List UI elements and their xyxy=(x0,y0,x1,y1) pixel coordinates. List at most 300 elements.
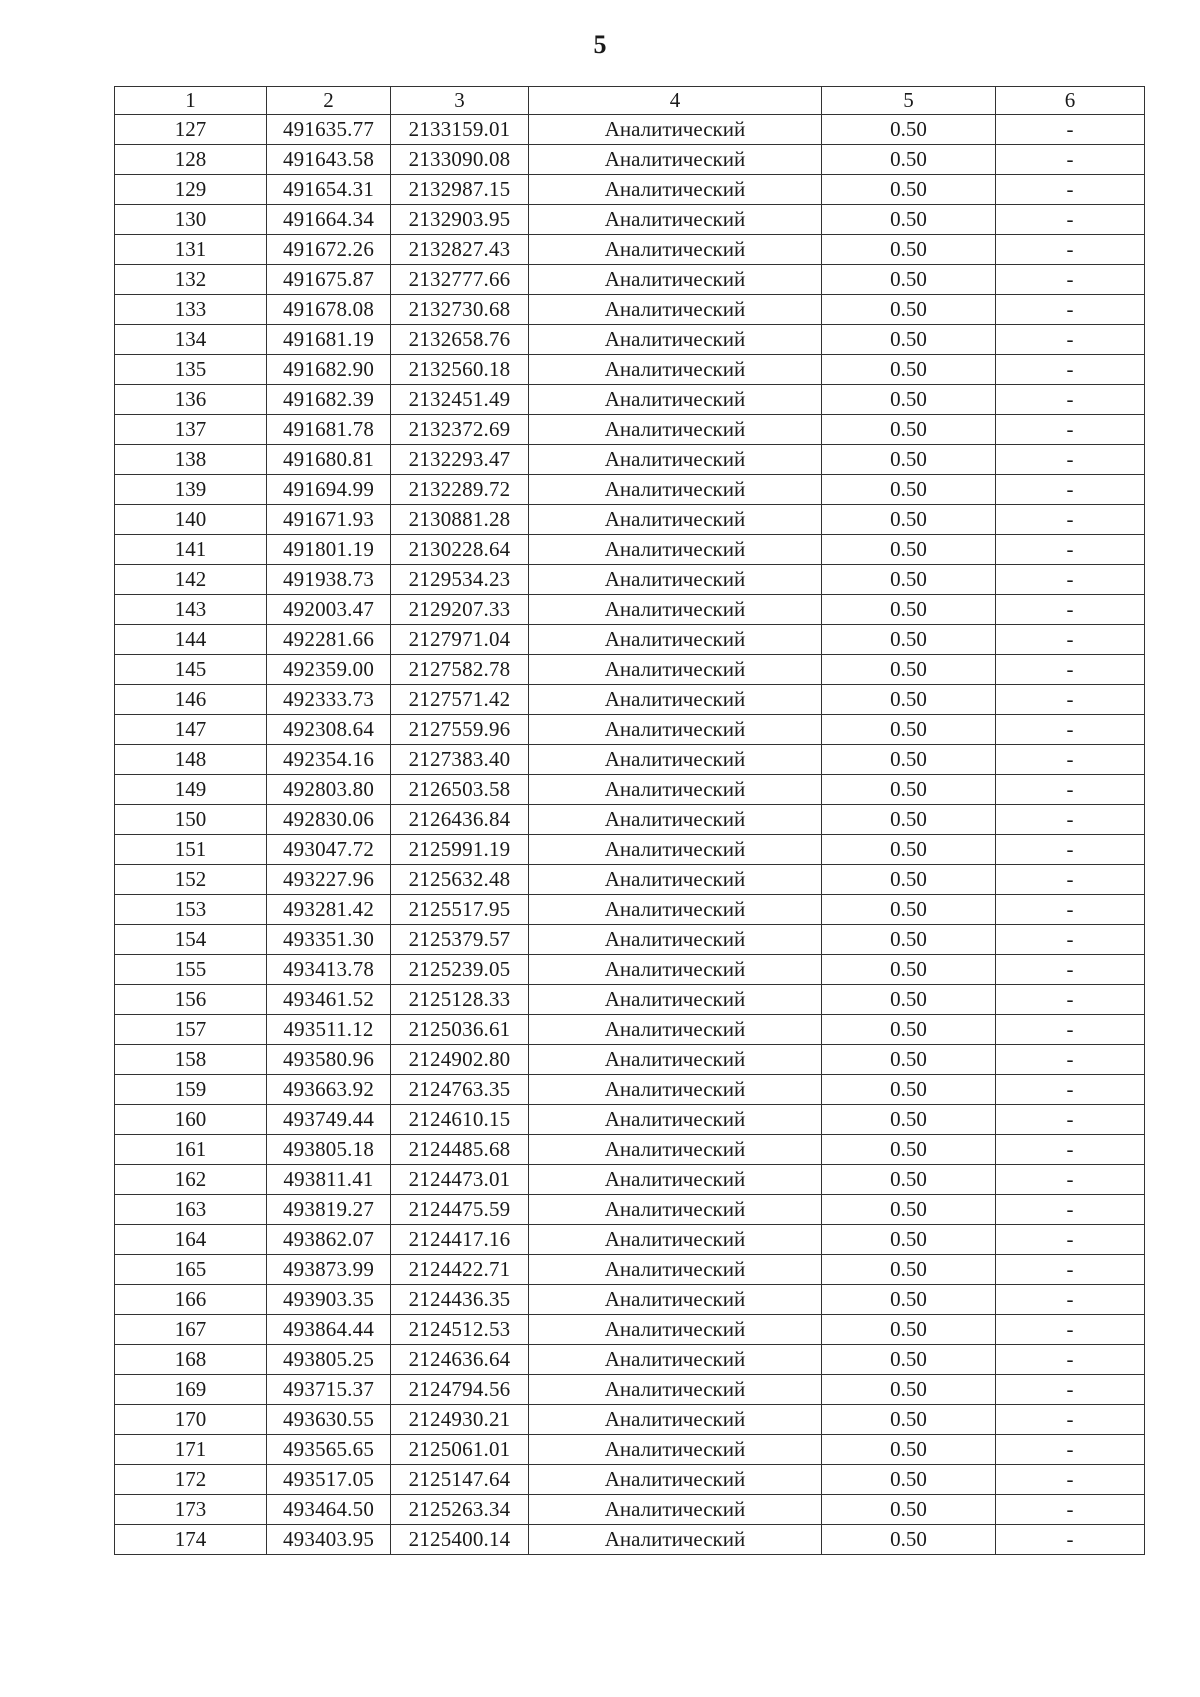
header-col-3: 3 xyxy=(391,87,529,115)
table-body xyxy=(115,115,1145,1555)
cell-point-number: 131 xyxy=(115,235,267,265)
cell-note: - xyxy=(996,415,1145,445)
table-row xyxy=(115,1495,1145,1525)
cell-y-coordinate: 2125400.14 xyxy=(391,1525,529,1555)
cell-y-coordinate: 2124610.15 xyxy=(391,1105,529,1135)
table-row xyxy=(115,655,1145,685)
cell-point-number: 133 xyxy=(115,295,267,325)
cell-accuracy: 0.50 xyxy=(822,235,996,265)
cell-point-number: 171 xyxy=(115,1435,267,1465)
table-row xyxy=(115,355,1145,385)
cell-note: - xyxy=(996,1105,1145,1135)
cell-x-coordinate: 493805.25 xyxy=(267,1345,391,1375)
table-row xyxy=(115,1465,1145,1495)
cell-accuracy: 0.50 xyxy=(822,145,996,175)
cell-point-number: 159 xyxy=(115,1075,267,1105)
cell-point-number: 147 xyxy=(115,715,267,745)
cell-method: Аналитический xyxy=(529,925,822,955)
cell-method: Аналитический xyxy=(529,235,822,265)
cell-y-coordinate: 2132372.69 xyxy=(391,415,529,445)
cell-y-coordinate: 2125239.05 xyxy=(391,955,529,985)
cell-accuracy: 0.50 xyxy=(822,1255,996,1285)
cell-accuracy: 0.50 xyxy=(822,535,996,565)
table-row xyxy=(115,745,1145,775)
cell-point-number: 127 xyxy=(115,115,267,145)
cell-y-coordinate: 2124930.21 xyxy=(391,1405,529,1435)
cell-method: Аналитический xyxy=(529,355,822,385)
cell-point-number: 154 xyxy=(115,925,267,955)
cell-method: Аналитический xyxy=(529,595,822,625)
cell-x-coordinate: 493862.07 xyxy=(267,1225,391,1255)
cell-y-coordinate: 2124436.35 xyxy=(391,1285,529,1315)
cell-y-coordinate: 2133159.01 xyxy=(391,115,529,145)
cell-accuracy: 0.50 xyxy=(822,1135,996,1165)
cell-note: - xyxy=(996,1315,1145,1345)
cell-accuracy: 0.50 xyxy=(822,295,996,325)
cell-x-coordinate: 493047.72 xyxy=(267,835,391,865)
table-row xyxy=(115,265,1145,295)
cell-point-number: 157 xyxy=(115,1015,267,1045)
cell-method: Аналитический xyxy=(529,475,822,505)
cell-point-number: 141 xyxy=(115,535,267,565)
cell-y-coordinate: 2130228.64 xyxy=(391,535,529,565)
cell-note: - xyxy=(996,1405,1145,1435)
cell-y-coordinate: 2125036.61 xyxy=(391,1015,529,1045)
cell-y-coordinate: 2132293.47 xyxy=(391,445,529,475)
cell-method: Аналитический xyxy=(529,535,822,565)
cell-accuracy: 0.50 xyxy=(822,955,996,985)
cell-accuracy: 0.50 xyxy=(822,865,996,895)
cell-point-number: 170 xyxy=(115,1405,267,1435)
cell-method: Аналитический xyxy=(529,1285,822,1315)
table-row xyxy=(115,1165,1145,1195)
table-header xyxy=(115,87,1145,115)
table-row xyxy=(115,985,1145,1015)
cell-method: Аналитический xyxy=(529,265,822,295)
cell-note: - xyxy=(996,1495,1145,1525)
cell-accuracy: 0.50 xyxy=(822,1165,996,1195)
cell-note: - xyxy=(996,445,1145,475)
cell-method: Аналитический xyxy=(529,1255,822,1285)
cell-point-number: 163 xyxy=(115,1195,267,1225)
cell-accuracy: 0.50 xyxy=(822,1495,996,1525)
cell-x-coordinate: 491694.99 xyxy=(267,475,391,505)
cell-point-number: 138 xyxy=(115,445,267,475)
table-row xyxy=(115,205,1145,235)
cell-note: - xyxy=(996,535,1145,565)
cell-note: - xyxy=(996,235,1145,265)
cell-method: Аналитический xyxy=(529,1105,822,1135)
table-row xyxy=(115,1045,1145,1075)
table-row xyxy=(115,115,1145,145)
cell-method: Аналитический xyxy=(529,1345,822,1375)
cell-point-number: 172 xyxy=(115,1465,267,1495)
cell-x-coordinate: 491635.77 xyxy=(267,115,391,145)
coordinates-table xyxy=(114,86,1145,1555)
cell-point-number: 161 xyxy=(115,1135,267,1165)
cell-accuracy: 0.50 xyxy=(822,505,996,535)
cell-accuracy: 0.50 xyxy=(822,685,996,715)
cell-accuracy: 0.50 xyxy=(822,1375,996,1405)
cell-y-coordinate: 2124763.35 xyxy=(391,1075,529,1105)
cell-x-coordinate: 491681.78 xyxy=(267,415,391,445)
cell-method: Аналитический xyxy=(529,445,822,475)
cell-y-coordinate: 2132987.15 xyxy=(391,175,529,205)
cell-accuracy: 0.50 xyxy=(822,895,996,925)
cell-accuracy: 0.50 xyxy=(822,1405,996,1435)
cell-accuracy: 0.50 xyxy=(822,445,996,475)
cell-y-coordinate: 2125379.57 xyxy=(391,925,529,955)
cell-point-number: 139 xyxy=(115,475,267,505)
cell-y-coordinate: 2132451.49 xyxy=(391,385,529,415)
cell-note: - xyxy=(996,475,1145,505)
cell-method: Аналитический xyxy=(529,1465,822,1495)
cell-x-coordinate: 491680.81 xyxy=(267,445,391,475)
cell-y-coordinate: 2125263.34 xyxy=(391,1495,529,1525)
cell-x-coordinate: 491678.08 xyxy=(267,295,391,325)
cell-note: - xyxy=(996,1435,1145,1465)
cell-method: Аналитический xyxy=(529,1405,822,1435)
table-row xyxy=(115,625,1145,655)
cell-accuracy: 0.50 xyxy=(822,355,996,385)
cell-y-coordinate: 2124475.59 xyxy=(391,1195,529,1225)
table-row xyxy=(115,1255,1145,1285)
cell-method: Аналитический xyxy=(529,835,822,865)
cell-method: Аналитический xyxy=(529,985,822,1015)
cell-note: - xyxy=(996,1375,1145,1405)
table-row xyxy=(115,1435,1145,1465)
cell-accuracy: 0.50 xyxy=(822,1315,996,1345)
cell-x-coordinate: 493565.65 xyxy=(267,1435,391,1465)
cell-note: - xyxy=(996,265,1145,295)
cell-method: Аналитический xyxy=(529,115,822,145)
cell-y-coordinate: 2132730.68 xyxy=(391,295,529,325)
cell-note: - xyxy=(996,1015,1145,1045)
cell-point-number: 153 xyxy=(115,895,267,925)
cell-y-coordinate: 2129534.23 xyxy=(391,565,529,595)
cell-point-number: 128 xyxy=(115,145,267,175)
cell-accuracy: 0.50 xyxy=(822,385,996,415)
table-row xyxy=(115,715,1145,745)
table-row xyxy=(115,1105,1145,1135)
cell-method: Аналитический xyxy=(529,1495,822,1525)
cell-accuracy: 0.50 xyxy=(822,1465,996,1495)
cell-x-coordinate: 491682.90 xyxy=(267,355,391,385)
cell-point-number: 145 xyxy=(115,655,267,685)
cell-accuracy: 0.50 xyxy=(822,655,996,685)
cell-x-coordinate: 492333.73 xyxy=(267,685,391,715)
cell-x-coordinate: 493819.27 xyxy=(267,1195,391,1225)
cell-point-number: 132 xyxy=(115,265,267,295)
cell-method: Аналитический xyxy=(529,415,822,445)
cell-accuracy: 0.50 xyxy=(822,985,996,1015)
cell-accuracy: 0.50 xyxy=(822,1345,996,1375)
cell-method: Аналитический xyxy=(529,1525,822,1555)
cell-x-coordinate: 492354.16 xyxy=(267,745,391,775)
cell-x-coordinate: 493715.37 xyxy=(267,1375,391,1405)
cell-y-coordinate: 2124485.68 xyxy=(391,1135,529,1165)
cell-x-coordinate: 493517.05 xyxy=(267,1465,391,1495)
cell-y-coordinate: 2130881.28 xyxy=(391,505,529,535)
cell-point-number: 152 xyxy=(115,865,267,895)
cell-accuracy: 0.50 xyxy=(822,745,996,775)
cell-note: - xyxy=(996,205,1145,235)
cell-y-coordinate: 2132777.66 xyxy=(391,265,529,295)
cell-method: Аналитический xyxy=(529,1015,822,1045)
cell-method: Аналитический xyxy=(529,1075,822,1105)
table-row xyxy=(115,475,1145,505)
header-col-4: 4 xyxy=(529,87,822,115)
cell-x-coordinate: 493227.96 xyxy=(267,865,391,895)
cell-note: - xyxy=(996,565,1145,595)
cell-accuracy: 0.50 xyxy=(822,1105,996,1135)
cell-x-coordinate: 493403.95 xyxy=(267,1525,391,1555)
cell-x-coordinate: 491643.58 xyxy=(267,145,391,175)
cell-note: - xyxy=(996,1345,1145,1375)
cell-point-number: 144 xyxy=(115,625,267,655)
cell-y-coordinate: 2127559.96 xyxy=(391,715,529,745)
cell-point-number: 130 xyxy=(115,205,267,235)
cell-note: - xyxy=(996,925,1145,955)
cell-accuracy: 0.50 xyxy=(822,625,996,655)
cell-note: - xyxy=(996,745,1145,775)
cell-y-coordinate: 2125632.48 xyxy=(391,865,529,895)
cell-note: - xyxy=(996,895,1145,925)
cell-method: Аналитический xyxy=(529,715,822,745)
table-row xyxy=(115,1195,1145,1225)
cell-y-coordinate: 2132289.72 xyxy=(391,475,529,505)
cell-note: - xyxy=(996,595,1145,625)
table-row xyxy=(115,295,1145,325)
cell-note: - xyxy=(996,115,1145,145)
cell-y-coordinate: 2132903.95 xyxy=(391,205,529,235)
table-row xyxy=(115,805,1145,835)
cell-note: - xyxy=(996,985,1145,1015)
cell-x-coordinate: 493511.12 xyxy=(267,1015,391,1045)
table-row xyxy=(115,505,1145,535)
cell-note: - xyxy=(996,805,1145,835)
cell-note: - xyxy=(996,1525,1145,1555)
cell-y-coordinate: 2127582.78 xyxy=(391,655,529,685)
cell-accuracy: 0.50 xyxy=(822,565,996,595)
cell-y-coordinate: 2125147.64 xyxy=(391,1465,529,1495)
cell-method: Аналитический xyxy=(529,895,822,925)
cell-point-number: 168 xyxy=(115,1345,267,1375)
cell-note: - xyxy=(996,685,1145,715)
table-row xyxy=(115,535,1145,565)
cell-method: Аналитический xyxy=(529,1195,822,1225)
cell-x-coordinate: 491682.39 xyxy=(267,385,391,415)
table-row xyxy=(115,595,1145,625)
cell-note: - xyxy=(996,1135,1145,1165)
cell-note: - xyxy=(996,1045,1145,1075)
cell-method: Аналитический xyxy=(529,325,822,355)
table-row xyxy=(115,1285,1145,1315)
cell-y-coordinate: 2125991.19 xyxy=(391,835,529,865)
table-row xyxy=(115,775,1145,805)
table-row xyxy=(115,1315,1145,1345)
table-row xyxy=(115,325,1145,355)
table-row xyxy=(115,1225,1145,1255)
header-col-1: 1 xyxy=(115,87,267,115)
table-row xyxy=(115,1405,1145,1435)
cell-accuracy: 0.50 xyxy=(822,715,996,745)
cell-note: - xyxy=(996,1225,1145,1255)
table-row xyxy=(115,1015,1145,1045)
cell-accuracy: 0.50 xyxy=(822,925,996,955)
cell-note: - xyxy=(996,505,1145,535)
cell-y-coordinate: 2127571.42 xyxy=(391,685,529,715)
cell-x-coordinate: 491654.31 xyxy=(267,175,391,205)
cell-point-number: 148 xyxy=(115,745,267,775)
cell-note: - xyxy=(996,1075,1145,1105)
cell-point-number: 164 xyxy=(115,1225,267,1255)
cell-y-coordinate: 2129207.33 xyxy=(391,595,529,625)
cell-method: Аналитический xyxy=(529,205,822,235)
table-row xyxy=(115,1135,1145,1165)
cell-x-coordinate: 491938.73 xyxy=(267,565,391,595)
table-row xyxy=(115,1375,1145,1405)
table-row xyxy=(115,865,1145,895)
cell-method: Аналитический xyxy=(529,775,822,805)
cell-x-coordinate: 491675.87 xyxy=(267,265,391,295)
cell-point-number: 135 xyxy=(115,355,267,385)
cell-note: - xyxy=(996,955,1145,985)
cell-note: - xyxy=(996,385,1145,415)
table-row xyxy=(115,895,1145,925)
cell-method: Аналитический xyxy=(529,685,822,715)
cell-y-coordinate: 2125061.01 xyxy=(391,1435,529,1465)
cell-note: - xyxy=(996,325,1145,355)
cell-method: Аналитический xyxy=(529,385,822,415)
cell-x-coordinate: 493351.30 xyxy=(267,925,391,955)
cell-point-number: 160 xyxy=(115,1105,267,1135)
cell-point-number: 165 xyxy=(115,1255,267,1285)
cell-x-coordinate: 492281.66 xyxy=(267,625,391,655)
cell-point-number: 151 xyxy=(115,835,267,865)
table-row xyxy=(115,1525,1145,1555)
cell-method: Аналитический xyxy=(529,865,822,895)
cell-note: - xyxy=(996,625,1145,655)
table-row xyxy=(115,145,1145,175)
cell-y-coordinate: 2132827.43 xyxy=(391,235,529,265)
cell-x-coordinate: 491801.19 xyxy=(267,535,391,565)
cell-y-coordinate: 2125517.95 xyxy=(391,895,529,925)
cell-accuracy: 0.50 xyxy=(822,1435,996,1465)
cell-method: Аналитический xyxy=(529,1135,822,1165)
cell-accuracy: 0.50 xyxy=(822,205,996,235)
cell-y-coordinate: 2124473.01 xyxy=(391,1165,529,1195)
cell-accuracy: 0.50 xyxy=(822,475,996,505)
cell-accuracy: 0.50 xyxy=(822,325,996,355)
cell-note: - xyxy=(996,145,1145,175)
cell-y-coordinate: 2127971.04 xyxy=(391,625,529,655)
cell-point-number: 129 xyxy=(115,175,267,205)
cell-point-number: 155 xyxy=(115,955,267,985)
cell-accuracy: 0.50 xyxy=(822,115,996,145)
cell-method: Аналитический xyxy=(529,625,822,655)
table-row xyxy=(115,835,1145,865)
cell-method: Аналитический xyxy=(529,175,822,205)
cell-note: - xyxy=(996,1285,1145,1315)
cell-x-coordinate: 493805.18 xyxy=(267,1135,391,1165)
cell-method: Аналитический xyxy=(529,1165,822,1195)
cell-accuracy: 0.50 xyxy=(822,1225,996,1255)
cell-accuracy: 0.50 xyxy=(822,1195,996,1225)
cell-point-number: 143 xyxy=(115,595,267,625)
cell-y-coordinate: 2127383.40 xyxy=(391,745,529,775)
cell-y-coordinate: 2132658.76 xyxy=(391,325,529,355)
cell-x-coordinate: 493281.42 xyxy=(267,895,391,925)
cell-point-number: 173 xyxy=(115,1495,267,1525)
cell-method: Аналитический xyxy=(529,1225,822,1255)
cell-point-number: 174 xyxy=(115,1525,267,1555)
cell-y-coordinate: 2124636.64 xyxy=(391,1345,529,1375)
cell-accuracy: 0.50 xyxy=(822,175,996,205)
header-row xyxy=(115,87,1145,115)
cell-point-number: 156 xyxy=(115,985,267,1015)
cell-x-coordinate: 491671.93 xyxy=(267,505,391,535)
cell-x-coordinate: 493663.92 xyxy=(267,1075,391,1105)
cell-x-coordinate: 493903.35 xyxy=(267,1285,391,1315)
cell-point-number: 149 xyxy=(115,775,267,805)
cell-point-number: 134 xyxy=(115,325,267,355)
cell-x-coordinate: 491681.19 xyxy=(267,325,391,355)
cell-x-coordinate: 492359.00 xyxy=(267,655,391,685)
cell-accuracy: 0.50 xyxy=(822,415,996,445)
table-row xyxy=(115,175,1145,205)
cell-method: Аналитический xyxy=(529,505,822,535)
cell-accuracy: 0.50 xyxy=(822,1075,996,1105)
table-row xyxy=(115,445,1145,475)
cell-y-coordinate: 2126503.58 xyxy=(391,775,529,805)
cell-point-number: 167 xyxy=(115,1315,267,1345)
cell-note: - xyxy=(996,355,1145,385)
cell-method: Аналитический xyxy=(529,1045,822,1075)
cell-note: - xyxy=(996,655,1145,685)
cell-y-coordinate: 2126436.84 xyxy=(391,805,529,835)
cell-accuracy: 0.50 xyxy=(822,595,996,625)
cell-accuracy: 0.50 xyxy=(822,1015,996,1045)
cell-x-coordinate: 493749.44 xyxy=(267,1105,391,1135)
cell-x-coordinate: 493464.50 xyxy=(267,1495,391,1525)
cell-x-coordinate: 492003.47 xyxy=(267,595,391,625)
cell-x-coordinate: 493413.78 xyxy=(267,955,391,985)
cell-x-coordinate: 493864.44 xyxy=(267,1315,391,1345)
cell-note: - xyxy=(996,775,1145,805)
cell-note: - xyxy=(996,175,1145,205)
table-row xyxy=(115,685,1145,715)
cell-note: - xyxy=(996,1255,1145,1285)
cell-accuracy: 0.50 xyxy=(822,1525,996,1555)
cell-note: - xyxy=(996,1165,1145,1195)
cell-point-number: 150 xyxy=(115,805,267,835)
header-col-6: 6 xyxy=(996,87,1145,115)
cell-point-number: 137 xyxy=(115,415,267,445)
page-number: 5 xyxy=(593,30,607,59)
cell-note: - xyxy=(996,715,1145,745)
cell-x-coordinate: 492308.64 xyxy=(267,715,391,745)
cell-x-coordinate: 493811.41 xyxy=(267,1165,391,1195)
table-row xyxy=(115,955,1145,985)
cell-y-coordinate: 2124902.80 xyxy=(391,1045,529,1075)
cell-method: Аналитический xyxy=(529,655,822,685)
header-col-2: 2 xyxy=(267,87,391,115)
cell-point-number: 158 xyxy=(115,1045,267,1075)
cell-y-coordinate: 2133090.08 xyxy=(391,145,529,175)
cell-method: Аналитический xyxy=(529,565,822,595)
cell-accuracy: 0.50 xyxy=(822,835,996,865)
